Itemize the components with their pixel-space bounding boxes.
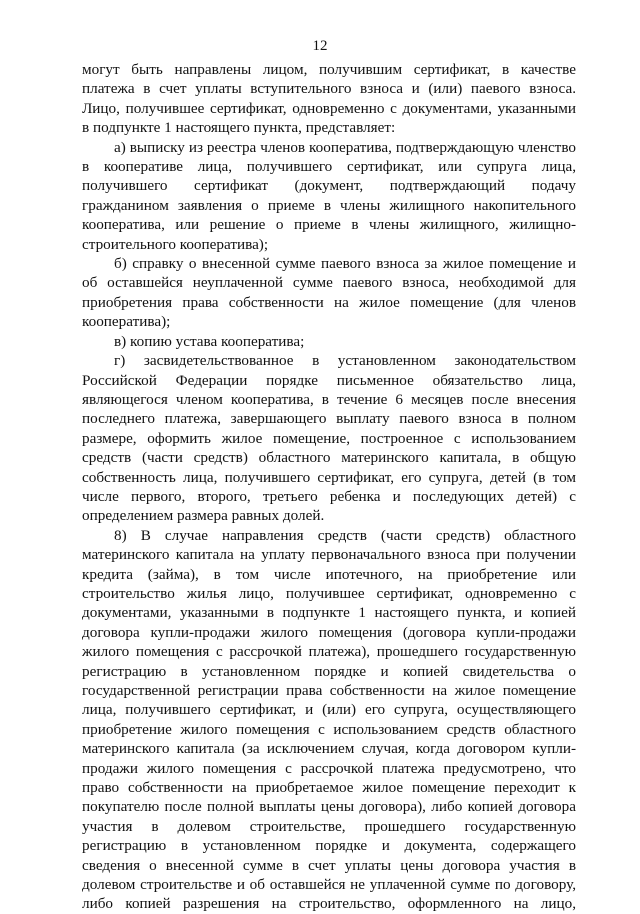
- text-line: 8) В случае направления средств (части средств) областного: [114, 526, 576, 544]
- text-line: в подпункте 1 настоящего пункта, представляет:: [82, 119, 396, 137]
- text-line: приобретения права собственности на жилое помещение (для членов: [82, 293, 576, 311]
- text-line: платежа в счет уплаты вступительного взноса и (или) паевого взноса.: [82, 80, 576, 98]
- text-line: Российской Федерации порядке письменное обязательство лица,: [82, 371, 576, 389]
- text-line: регистрацию в установленном порядке и документа, содержащего: [82, 837, 576, 855]
- text-line: могут быть направлены лицом, получившим сертификат, в качестве: [82, 61, 576, 78]
- paragraph-continuation: [82, 60, 576, 138]
- paragraph-item-a: [82, 138, 576, 254]
- text-line: кооператива);: [82, 313, 171, 331]
- document-body: [82, 60, 576, 914]
- text-line: об оставшейся неуплаченной сумме паевого взноса, необходимой для: [82, 274, 576, 292]
- text-line: договора купли-продажи жилого помещения (договора купли-продажи: [82, 623, 576, 641]
- text-line: последнего платежа, завершающего выплату паевого взноса в полном: [82, 410, 576, 428]
- text-line: долевом строительстве и об оставшейся не уплаченной сумме по договору,: [82, 876, 576, 894]
- text-line: материнского капитала (за исключением случая, когда договором купли-: [82, 740, 576, 758]
- text-line: размере, оформить жилое помещение, построенное с использованием: [82, 429, 576, 447]
- text-line: продажи жилого помещения с рассрочкой платежа предусмотрено, что: [82, 759, 576, 777]
- text-line: собственность лица, получившего сертификат, его супруга, детей (в том: [82, 468, 576, 486]
- text-line: материнского капитала на уплату первоначального взноса при получении: [82, 546, 576, 564]
- text-line: в кооперативе лица, получившего сертификат, или супруга лица,: [82, 158, 576, 176]
- text-line: участия в долевом строительстве, прошедшего государственную: [82, 817, 576, 835]
- text-line: строительство жилья лицо, получившее сертификат, одновременно с: [82, 584, 576, 602]
- text-line: числе первого, второго, третьего ребенка и последующих детей) с: [82, 487, 576, 505]
- text-line: являющегося членом кооператива, в течение 6 месяцев после внесения: [82, 390, 576, 408]
- text-line: средств (части средств) областного материнского капитала, в общую: [82, 449, 576, 467]
- text-line: либо копией разрешения на строительство, оформленного на лицо,: [82, 895, 576, 913]
- paragraph-item-v: [82, 332, 576, 351]
- paragraph-item-g: [82, 351, 576, 526]
- paragraph-item-8: [82, 526, 576, 914]
- text-line: регистрацию в установленном порядке и копией свидетельства о: [82, 662, 576, 680]
- page-number: 12: [312, 38, 328, 54]
- text-line: г) засвидетельствованное в установленном законодательством: [114, 352, 576, 370]
- text-line: получившего сертификат (документ, подтверждающий подачу: [82, 177, 576, 195]
- text-line: приобретение жилого помещения с использованием средств областного: [82, 720, 576, 738]
- text-line: сведения о внесенной сумме в счет уплаты цены договора участия в: [82, 856, 576, 874]
- text-line: а) выписку из реестра членов кооператива, подтверждающую членство: [114, 138, 576, 156]
- text-line: документами, указанными в подпункте 1 настоящего пункта, и копией: [82, 604, 576, 622]
- text-line: покупателю после полной выплаты цены договора), либо копией договора: [82, 798, 576, 816]
- text-line: определением размера равных долей.: [82, 507, 325, 525]
- text-line: в) копию устава кооператива;: [114, 332, 305, 350]
- text-line: государственной регистрации права собственности на жилое помещение: [82, 682, 576, 699]
- text-line: лица, получившего сертификат, и (или) его супруга, осуществляющего: [82, 701, 576, 719]
- text-line: право собственности на приобретаемое жилое помещение переходит к: [82, 779, 576, 797]
- text-line: гражданином заявления о приеме в члены жилищного накопительного: [82, 196, 576, 214]
- text-line: б) справку о внесенной сумме паевого взноса за жилое помещение и: [114, 255, 576, 273]
- text-line: строительного кооператива);: [82, 235, 269, 253]
- paragraph-item-b: [82, 254, 576, 332]
- text-line: кредита (займа), в том числе ипотечного, на приобретение или: [82, 565, 576, 583]
- text-line: кооператива, или решение о приеме в члены жилищного, жилищно-: [82, 216, 576, 234]
- text-line: Лицо, получившее сертификат, одновременно с документами, указанными: [82, 99, 576, 117]
- text-line: жилого помещения с рассрочкой платежа), прошедшего государственную: [82, 643, 576, 661]
